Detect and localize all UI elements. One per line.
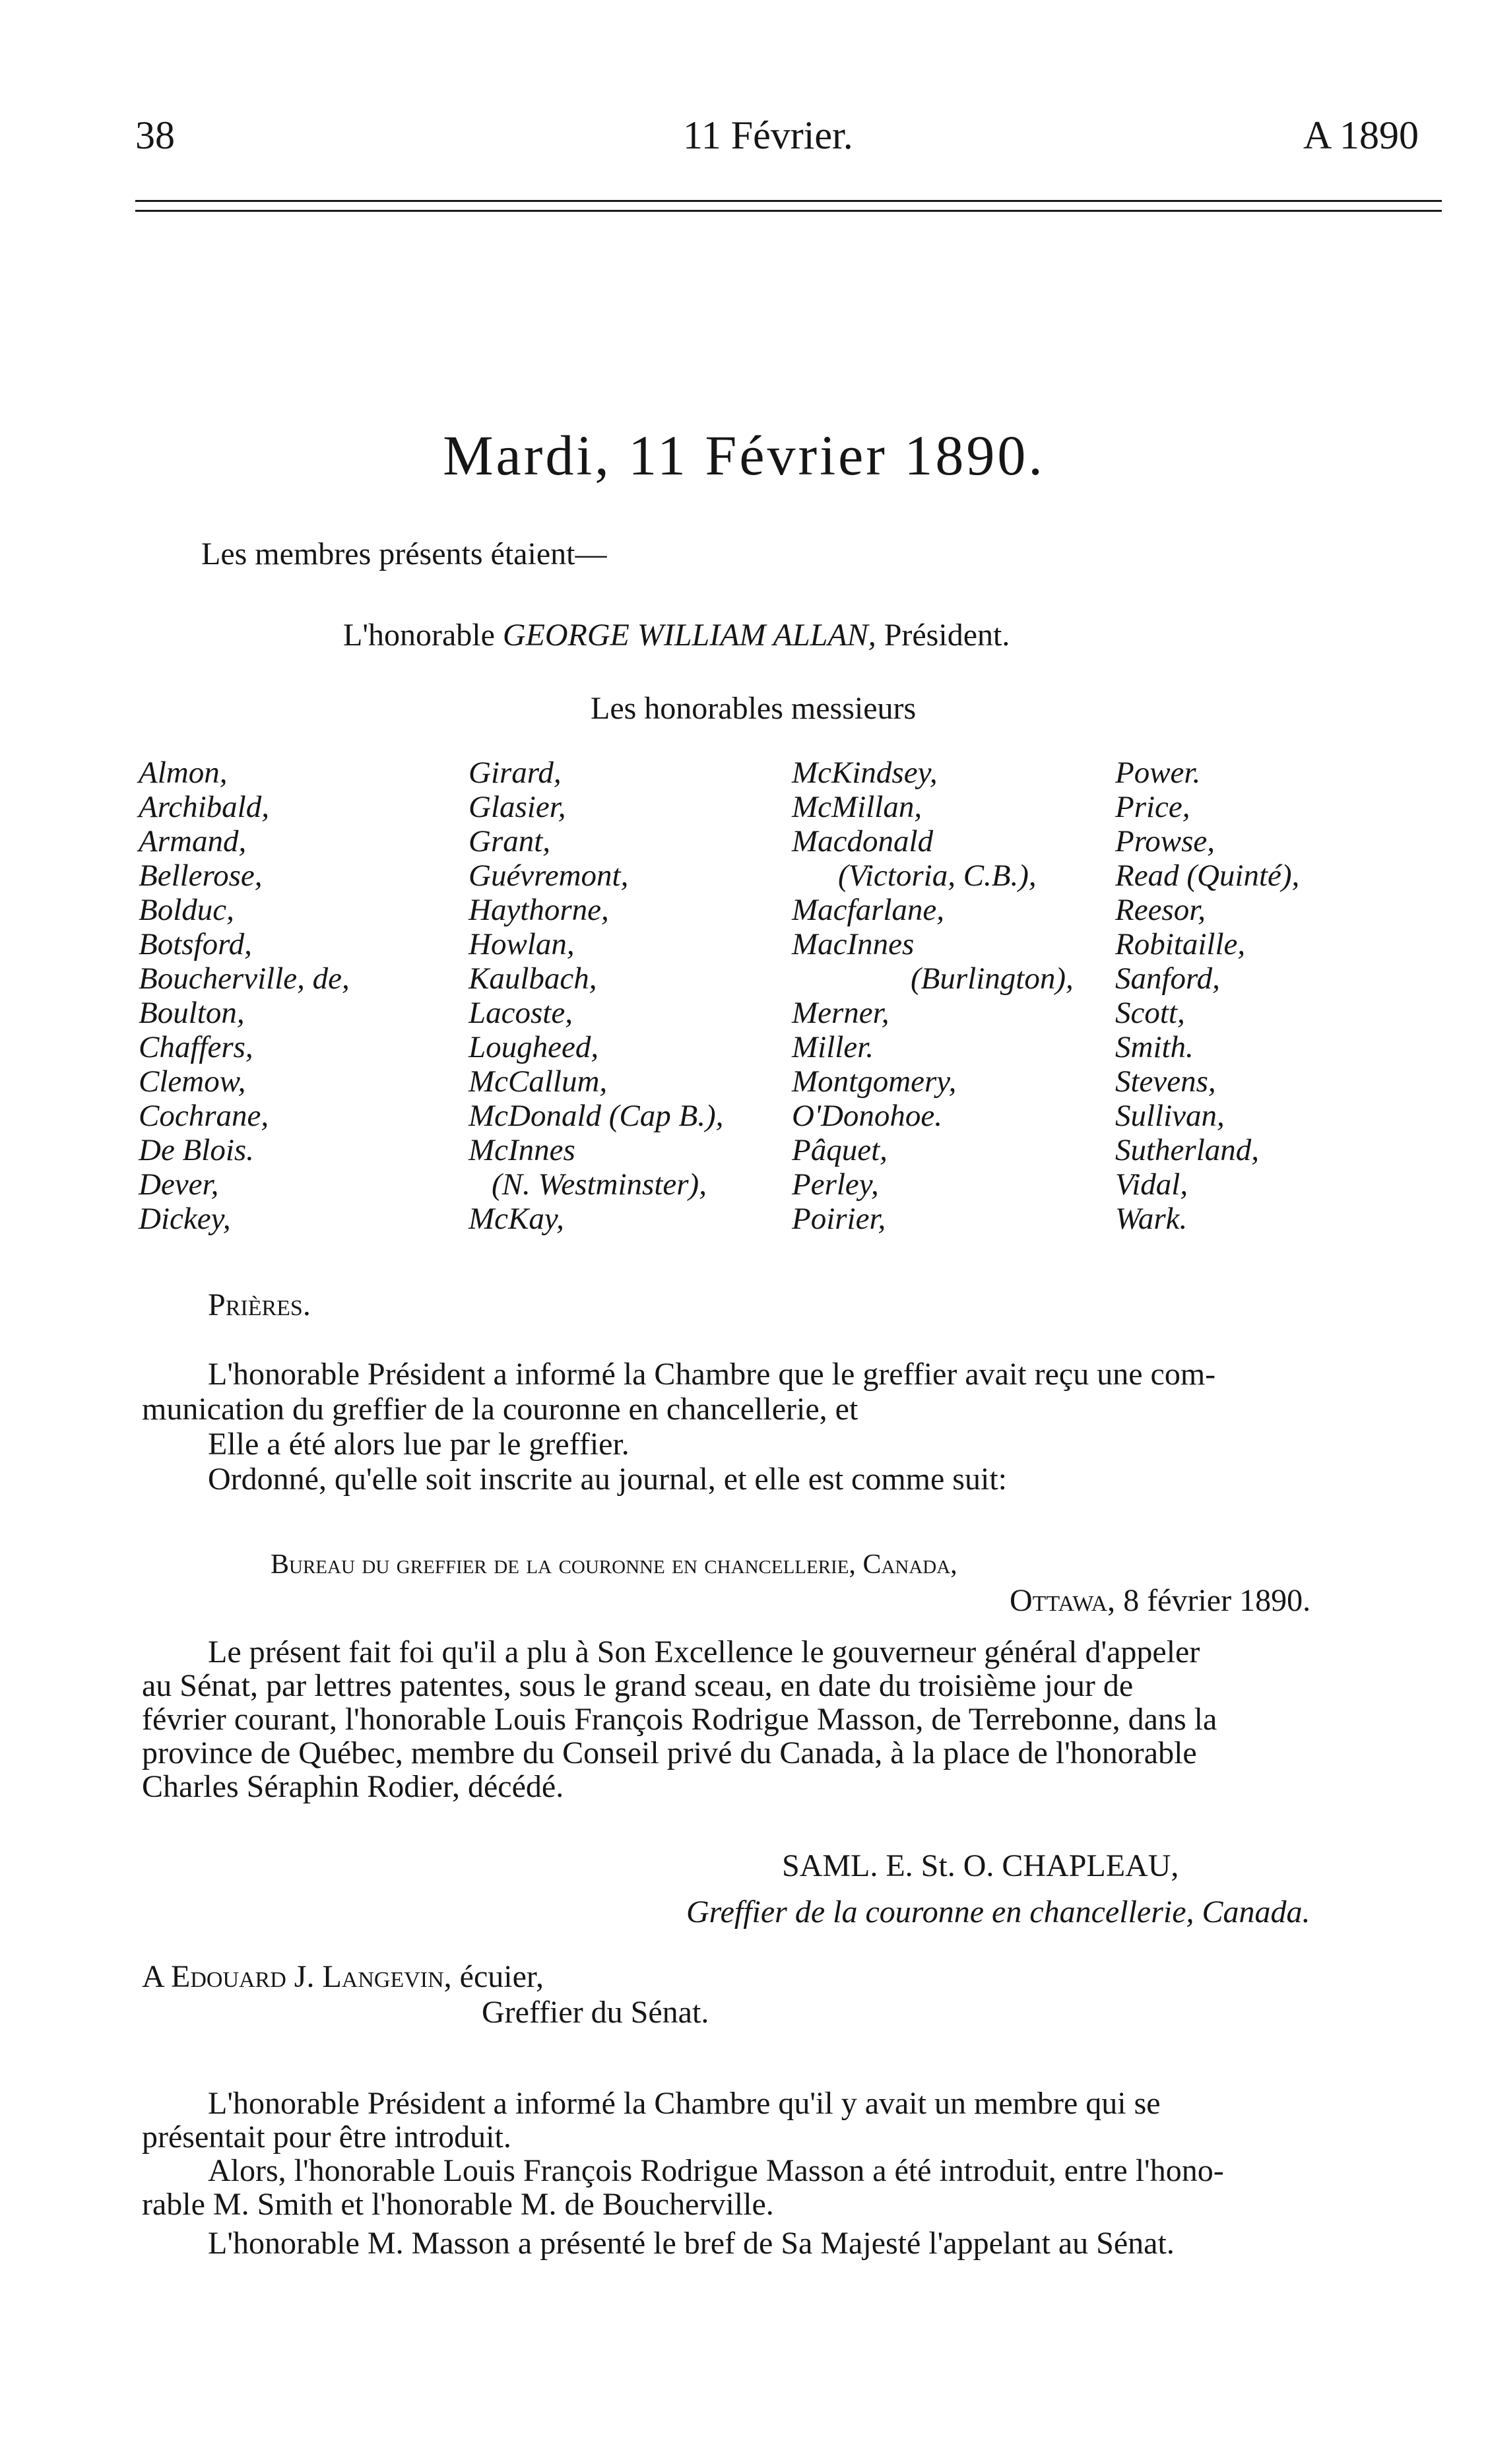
header-year: A 1890 bbox=[1303, 113, 1419, 157]
member-name: Cochrane, bbox=[139, 1099, 269, 1133]
para5-line: rable M. Smith et l'honorable M. de Boucherville. bbox=[142, 2187, 774, 2222]
letter-body-line: au Sénat, par lettres patentes, sous le grand sceau, en date du troisième jour de bbox=[142, 1668, 1134, 1703]
letter-date: 8 février 1890. bbox=[1123, 1583, 1311, 1618]
letter-country: Canada, bbox=[862, 1549, 957, 1580]
para1-line2: munication du greffier de la couronne en chancellerie, et bbox=[142, 1392, 858, 1427]
president-line bbox=[343, 617, 1010, 654]
member-name: Archibald, bbox=[139, 790, 269, 824]
member-name: Boulton, bbox=[139, 996, 245, 1030]
member-name: (Burlington), bbox=[911, 961, 1074, 996]
member-name: Vidal, bbox=[1115, 1167, 1188, 1202]
addressee-suffix: écuier, bbox=[451, 1959, 544, 1994]
letter-body-line: février courant, l'honorable Louis François Rodrigue Masson, de Terrebonne, dans la bbox=[142, 1702, 1217, 1737]
para4 bbox=[142, 2087, 1442, 2154]
president-name: GEORGE WILLIAM ALLAN, bbox=[502, 618, 876, 653]
member-name: Miller. bbox=[792, 1030, 874, 1064]
member-name: Glasier, bbox=[469, 790, 566, 824]
running-header bbox=[135, 0, 1488, 211]
member-name: Kaulbach, bbox=[469, 961, 597, 996]
member-name: Boucherville, de, bbox=[139, 961, 350, 996]
addressee bbox=[142, 1959, 544, 1995]
member-name: McInnes bbox=[469, 1133, 575, 1167]
member-name: Montgomery, bbox=[792, 1064, 957, 1099]
member-name: (N. Westminster), bbox=[492, 1167, 707, 1202]
member-name: Chaffers, bbox=[139, 1030, 253, 1064]
member-name: Armand, bbox=[139, 824, 247, 859]
members-column-2 bbox=[469, 756, 723, 1236]
addressee-name: Edouard J. Langevin, bbox=[171, 1959, 452, 1994]
member-name: Sanford, bbox=[1115, 961, 1220, 996]
member-name: McDonald (Cap B.), bbox=[469, 1099, 724, 1133]
member-name: Perley, bbox=[792, 1167, 879, 1202]
member-name: Smith. bbox=[1115, 1030, 1194, 1064]
member-name: Howlan, bbox=[469, 927, 575, 961]
honorables-heading: Les honorables messieurs bbox=[591, 691, 917, 726]
member-name: McKindsey, bbox=[792, 756, 938, 790]
member-name: Guévremont, bbox=[469, 859, 629, 893]
member-name: De Blois. bbox=[139, 1133, 254, 1167]
prieres-heading: Prières. bbox=[208, 1287, 311, 1322]
member-name: Clemow, bbox=[139, 1064, 246, 1099]
members-column-4 bbox=[1115, 756, 1299, 1236]
para3: Ordonné, qu'elle soit inscrite au journal, et elle est comme suit: bbox=[208, 1462, 1007, 1497]
member-name: Bellerose, bbox=[139, 859, 263, 893]
member-name: MacInnes bbox=[792, 927, 915, 961]
letter-body-line: Le présent fait foi qu'il a plu à Son Excellence le gouverneur général d'appeler bbox=[208, 1635, 1200, 1670]
member-name: Poirier, bbox=[792, 1202, 886, 1236]
member-name: Macfarlane, bbox=[792, 893, 945, 927]
member-name: Botsford, bbox=[139, 927, 252, 961]
member-name: Grant, bbox=[469, 824, 551, 859]
letter-body-line: province de Québec, membre du Conseil privé du Canada, à la place de l'honorable bbox=[142, 1735, 1197, 1770]
header-rule-bottom bbox=[135, 210, 1442, 212]
member-name: Prowse, bbox=[1115, 824, 1215, 859]
member-name: O'Donohoe. bbox=[792, 1099, 943, 1133]
member-name: Dever, bbox=[139, 1167, 219, 1202]
para1-line1: L'honorable Président a informé la Chambre que le greffier avait reçu une com- bbox=[208, 1357, 1216, 1392]
letter-body bbox=[142, 1635, 1442, 1803]
members-column-1 bbox=[139, 756, 350, 1236]
page-title: Mardi, 11 Février 1890. bbox=[443, 424, 1045, 487]
member-name: Macdonald bbox=[792, 824, 934, 859]
letter-body-line: Charles Séraphin Rodier, décédé. bbox=[142, 1769, 564, 1804]
addressee-title: Greffier du Sénat. bbox=[482, 1995, 709, 2030]
member-name: Reesor, bbox=[1115, 893, 1206, 927]
member-name: McCallum, bbox=[469, 1064, 608, 1099]
member-name: Sutherland, bbox=[1115, 1133, 1260, 1167]
member-name: Price, bbox=[1115, 790, 1190, 824]
header-rule-top bbox=[135, 200, 1442, 202]
para4-line: L'honorable Président a informé la Chambre qu'il y avait un membre qui se bbox=[208, 2086, 1161, 2121]
member-name: Sullivan, bbox=[1115, 1099, 1225, 1133]
member-name: Lougheed, bbox=[469, 1030, 599, 1064]
president-suffix: Président. bbox=[876, 618, 1010, 653]
members-intro: Les membres présents étaient— bbox=[201, 536, 607, 571]
member-name: Haythorne, bbox=[469, 893, 609, 927]
page-number: 38 bbox=[135, 113, 175, 157]
para2: Elle a été alors lue par le greffier. bbox=[208, 1427, 630, 1462]
member-name: Merner, bbox=[792, 996, 890, 1030]
member-name: Girard, bbox=[469, 756, 562, 790]
member-name: Dickey, bbox=[139, 1202, 231, 1236]
member-name: (Victoria, C.B.), bbox=[838, 859, 1037, 893]
member-name: Scott, bbox=[1115, 996, 1185, 1030]
member-name: Bolduc, bbox=[139, 893, 234, 927]
addressee-prefix: A bbox=[142, 1959, 172, 1994]
para5-line: Alors, l'honorable Louis François Rodrigue Masson a été introduit, entre l'hono- bbox=[208, 2153, 1224, 2188]
member-name: Read (Quinté), bbox=[1115, 859, 1300, 893]
letter-place-date bbox=[1010, 1582, 1310, 1619]
member-name: McKay, bbox=[469, 1202, 564, 1236]
member-name: Lacoste, bbox=[469, 996, 573, 1030]
president-prefix: L'honorable bbox=[343, 618, 503, 653]
letter-city: Ottawa, bbox=[1010, 1583, 1116, 1618]
member-name: Almon, bbox=[139, 756, 228, 790]
header-date: 11 Février. bbox=[683, 113, 853, 157]
letter-office-name: Bureau du greffier de la couronne en chancellerie, bbox=[271, 1549, 856, 1580]
member-name: Power. bbox=[1115, 756, 1201, 790]
member-name: Pâquet, bbox=[792, 1133, 888, 1167]
signature-title: Greffier de la couronne en chancellerie, Canada. bbox=[686, 1895, 1310, 1929]
member-name: McMillan, bbox=[792, 790, 922, 824]
letter-office bbox=[271, 1546, 957, 1583]
signature-name: SAML. E. St. O. CHAPLEAU, bbox=[782, 1848, 1179, 1883]
member-name: Stevens, bbox=[1115, 1064, 1216, 1099]
para4-line: présentait pour être introduit. bbox=[142, 2120, 511, 2155]
member-name: Wark. bbox=[1115, 1202, 1188, 1236]
member-name: Robitaille, bbox=[1115, 927, 1246, 961]
para6: L'honorable M. Masson a présenté le bref de Sa Majesté l'appelant au Sénat. bbox=[208, 2226, 1175, 2261]
para5 bbox=[142, 2154, 1442, 2221]
members-column-3 bbox=[792, 756, 1074, 1236]
